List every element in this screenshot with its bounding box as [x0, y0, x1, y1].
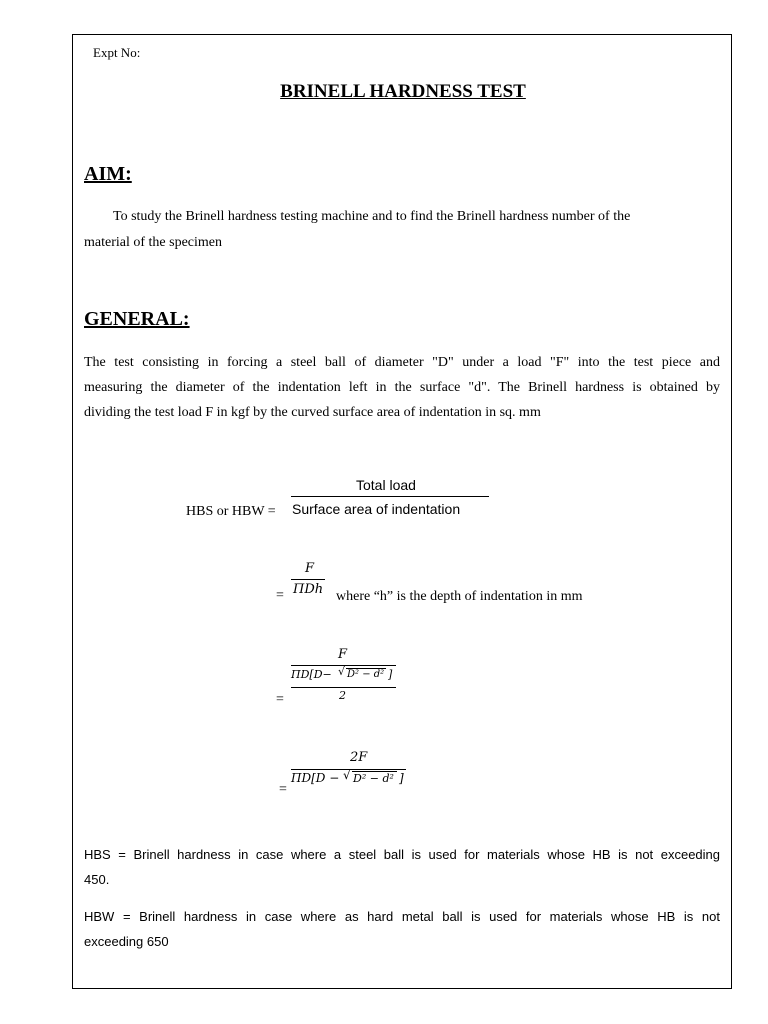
formula-3-denominator-two: 2: [339, 689, 346, 702]
general-text-line-3: dividing the test load F in kgf by the curved surface area of indentation in sq. mm: [84, 405, 541, 420]
formula-lhs: HBS or HBW =: [186, 504, 276, 519]
hbs-definition-line-1: HBS = Brinell hardness in case where a steel ball is used for materials whose HB is not exceeding: [84, 847, 720, 862]
formula-4-numerator: 2F: [350, 750, 368, 765]
formula-2-note: where “h” is the depth of indentation in mm: [336, 589, 583, 604]
formula-4-denominator-lead: ΠD[D −: [291, 771, 340, 785]
formula-2-equals: =: [276, 588, 284, 603]
formula-3-radicand: D² − d²: [347, 669, 385, 680]
formula-4-denominator-close: ]: [399, 771, 404, 785]
hbs-definition-line-2: 450.: [84, 872, 110, 887]
general-heading: GENERAL:: [84, 308, 190, 330]
general-text-line-1: The test consisting in forcing a steel ball of diameter "D" under a load "F" into the test piece and: [84, 355, 720, 370]
aim-heading: AIM:: [84, 163, 132, 185]
formula-2-fraction-bar: [291, 579, 325, 580]
formula-1-denominator: Surface area of indentation: [292, 501, 461, 517]
formula-3-numerator: F: [338, 647, 348, 662]
square-root-icon: √: [338, 665, 346, 678]
formula-4-equals: =: [279, 782, 287, 797]
formula-2-numerator: F: [305, 561, 315, 576]
formula-1-fraction-bar: [291, 496, 489, 497]
formula-3-denominator-lead: ΠD[D−: [291, 668, 332, 681]
formula-2-denominator: ΠDh: [293, 582, 324, 597]
aim-text-line-1: To study the Brinell hardness testing machine and to find the Brinell hardness number of the: [113, 209, 631, 224]
formula-3-equals: =: [276, 692, 284, 707]
aim-text-line-2: material of the specimen: [84, 235, 222, 250]
page-title: BRINELL HARDNESS TEST: [280, 81, 526, 102]
hbw-definition-line-2: exceeding 650: [84, 934, 169, 949]
square-root-icon: √: [343, 768, 351, 782]
general-text-line-2: measuring the diameter of the indentation left in the surface "d". The Brinell hardness is obtained by: [84, 380, 720, 395]
hbw-definition-line-1: HBW = Brinell hardness in case where as hard metal ball is used for materials whose HB is not: [84, 909, 720, 924]
experiment-number-label: Expt No:: [93, 45, 141, 60]
formula-3-denominator-close: ]: [388, 668, 393, 681]
formula-1-numerator: Total load: [356, 477, 416, 493]
formula-3-inner-bar: [291, 687, 396, 688]
formula-4-radicand: D² − d²: [353, 772, 394, 785]
document-page: [72, 34, 732, 989]
